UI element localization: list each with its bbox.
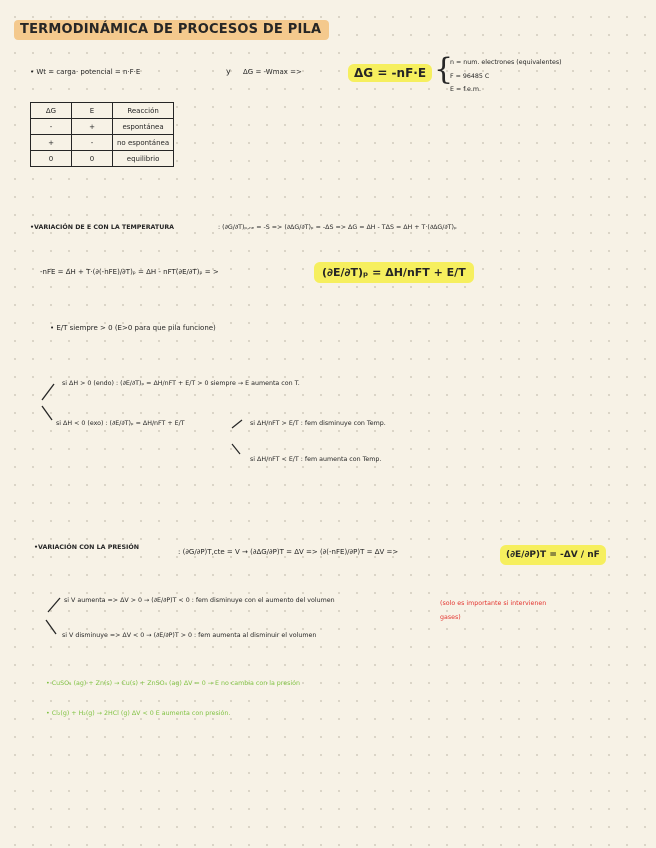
dg-relation: ΔG = -Wmax =>	[243, 68, 302, 76]
case-volume-increases: si V aumenta => ΔV > 0 → (∂E/∂P)T < 0 : fem disminuye con el aumento del volumen	[64, 597, 335, 604]
case-endothermic: si ΔH > 0 (endo) : (∂E/∂T)ₚ = ΔH/nFT + E/T > 0 siempre → E aumenta con T.	[62, 380, 300, 387]
table-cell: -	[72, 135, 113, 151]
gases-note: (solo es importante si intervienen gases)	[440, 600, 547, 621]
table-header-row	[31, 103, 174, 119]
pressure-derivation: : (∂G/∂P)T,cte = V → (∂ΔG/∂P)T = ΔV => (∂(-nFE)/∂P)T = ΔV =>	[178, 548, 399, 556]
table-cell: 0	[72, 151, 113, 167]
key-equation: ΔG = -nF·E	[348, 62, 432, 81]
table-cell: no espontánea	[113, 135, 174, 151]
table-cell: espontánea	[113, 119, 174, 135]
table-row	[31, 151, 174, 167]
sub-branch-lines	[228, 414, 248, 462]
definition-e: E = f.e.m.	[450, 86, 482, 93]
sub-case-fem-increases: si ΔH/nFT < E/T : fem aumenta con Temp.	[250, 456, 382, 463]
table-header: ΔG	[31, 103, 72, 119]
table-cell: -	[31, 119, 72, 135]
temperature-heading: •VARIACIÓN DE E CON LA TEMPERATURA	[30, 224, 175, 231]
table-header: E	[72, 103, 113, 119]
reaction-table	[30, 102, 174, 167]
case-exothermic: si ΔH < 0 (exo) : (∂E/∂T)ₚ = ΔH/nFT + E/T	[56, 420, 185, 427]
definition-n: n = num. electrones (equivalentes)	[450, 59, 562, 66]
pressure-result: (∂E/∂P)T = -ΔV / nF	[500, 542, 606, 561]
table-row	[31, 119, 174, 135]
temperature-note: • E/T siempre > 0 (E>0 para que pila funcione)	[50, 324, 216, 332]
table-cell: equilibrio	[113, 151, 174, 167]
table-cell: 0	[31, 151, 72, 167]
work-relation: • Wt = carga· potencial = n·F·E	[30, 68, 141, 76]
table-cell: +	[72, 119, 113, 135]
definitions-brace: {	[434, 52, 454, 87]
table-cell: +	[31, 135, 72, 151]
example-copper-zinc: • CuSO₄ (ag) + Zn(s) → Cu(s) + ZnSO₄ (ag) ΔV = 0 → E no cambia con la presión	[46, 680, 301, 687]
page-title: TERMODINÁMICA DE PROCESOS DE PILA	[14, 18, 329, 37]
table-row	[31, 135, 174, 151]
case-volume-decreases: si V disminuye => ΔV < 0 → (∂E/∂P)T > 0 : fem aumenta al disminuir el volumen	[62, 632, 317, 639]
temperature-result: (∂E/∂T)ₚ = ΔH/nFT + E/T	[314, 261, 474, 280]
sub-case-fem-decreases: si ΔH/nFT > E/T : fem disminuye con Temp.	[250, 420, 386, 427]
table-header: Reacción	[113, 103, 174, 119]
and-word: y	[226, 67, 231, 76]
temperature-derivation-1: : (∂G/∂T)ₚ,ₙₑ = -S => (∂ΔG/∂T)ₚ = -ΔS => ΔG = ΔH - TΔS = ΔH + T·(∂ΔG/∂T)ₚ	[218, 224, 457, 231]
definition-f: F = 96485 C	[450, 73, 490, 80]
pressure-heading: •VARIACIÓN CON LA PRESIÓN	[34, 544, 139, 551]
example-hydrogen-chloride: • Cl₂(g) + H₂(g) → 2HCl (g) ΔV < 0 E aumenta con presión.	[46, 710, 231, 717]
temperature-derivation-2: -nFE = ΔH + T·(∂(-nFE)/∂T)ₚ = ΔH - nFT(∂E/∂T)ₚ = >	[40, 268, 219, 276]
